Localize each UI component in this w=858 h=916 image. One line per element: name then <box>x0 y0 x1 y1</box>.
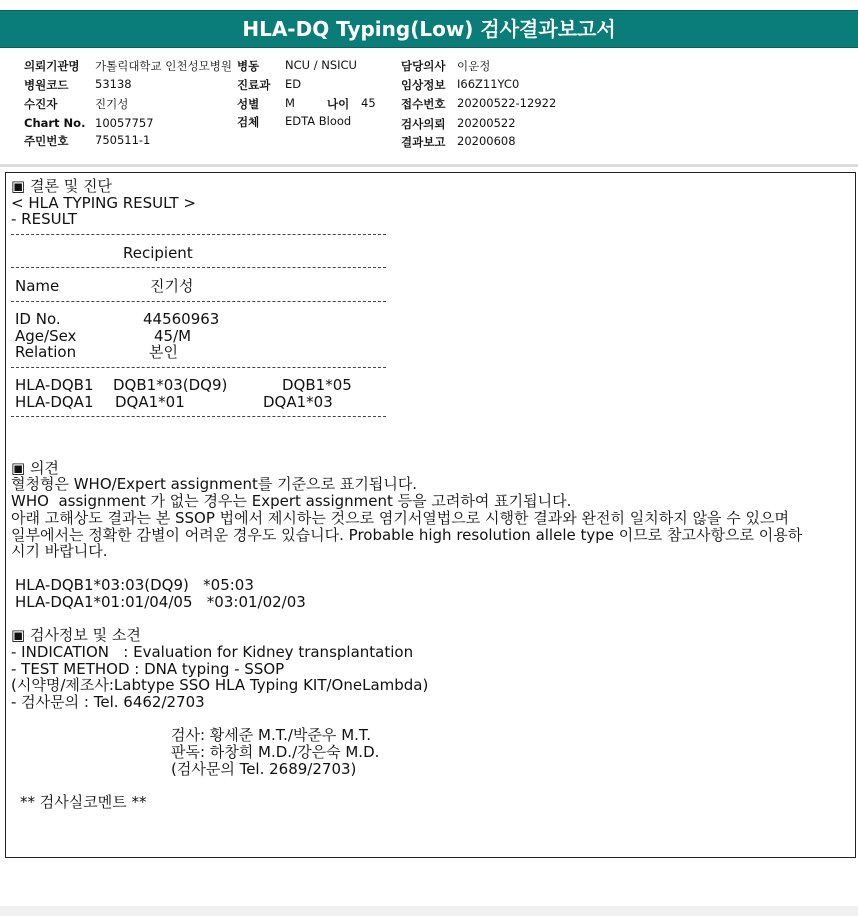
recipient-label: Recipient <box>123 244 193 262</box>
dqb1-allele-1: DQB1*03(DQ9) <box>113 376 228 394</box>
dqb1-label: HLA-DQB1 <box>15 376 94 394</box>
section-test-info-title: ▣ 검사정보 및 소견 <box>11 626 141 644</box>
report-header <box>0 50 858 160</box>
hla-typing-result-title: < HLA TYPING RESULT > <box>11 194 196 212</box>
inquiry-2: (검사문의 Tel. 2689/2703) <box>171 760 357 778</box>
indication: - INDICATION : Evaluation for Kidney transplantation <box>11 643 414 661</box>
age-value: 45 <box>361 96 376 110</box>
hires-dqa1: HLA-DQA1*01:01/04/05 *03:01/02/03 <box>15 593 306 611</box>
sex-value: M <box>285 96 295 110</box>
opinion-line-4: 일부에서는 정확한 감별이 어려운 경우도 있습니다. Probable high resolution allele type 이므로 참고사항으로 이용하 <box>11 526 803 544</box>
ward-value: NCU / NSICU <box>285 58 357 72</box>
clinical-label: 임상정보 <box>401 78 446 92</box>
rrn-label: 주민번호 <box>24 134 69 148</box>
dashed-divider <box>11 367 386 368</box>
result-box <box>5 172 856 858</box>
request-label: 검사의뢰 <box>401 117 446 131</box>
chart-value: 10057757 <box>95 116 154 130</box>
id-value: 44560963 <box>143 310 220 328</box>
hospital-value: 가톨릭대학교 인천성모병원 <box>95 59 232 73</box>
dashed-divider <box>11 267 386 268</box>
report-date-value: 20200608 <box>457 134 516 148</box>
sex-label: 성별 <box>237 97 260 111</box>
dqa1-allele-2: DQA1*03 <box>263 393 333 411</box>
report-date-label: 결과보고 <box>401 135 446 149</box>
opinion-line-2: WHO assignment 가 없는 경우는 Expert assignment 등을 고려하여 표기됩니다. <box>11 492 572 510</box>
receipt-value: 20200522-12922 <box>457 96 557 110</box>
age-label: 나이 <box>327 97 350 111</box>
agesex-label: Age/Sex <box>15 327 77 345</box>
hires-dqb1: HLA-DQB1*03:03(DQ9) *05:03 <box>15 576 254 594</box>
name-label: Name <box>15 277 60 295</box>
bottom-bar <box>0 906 858 916</box>
section-conclusion-title: ▣ 결론 및 진단 <box>11 177 112 195</box>
rrn-value: 750511-1 <box>95 133 151 147</box>
dqb1-allele-2: DQB1*05 <box>282 376 352 394</box>
dashed-divider <box>11 301 386 302</box>
dept-value: ED <box>285 77 302 91</box>
result-label: - RESULT <box>11 210 78 228</box>
dqa1-label: HLA-DQA1 <box>15 393 94 411</box>
ward-label: 병동 <box>237 59 260 73</box>
inquiry: - 검사문의 : Tel. 6462/2703 <box>11 693 205 711</box>
request-value: 20200522 <box>457 116 516 130</box>
agesex-value: 45/M <box>154 327 192 345</box>
dqa1-allele-1: DQA1*01 <box>115 393 185 411</box>
reagent: (시약명/제조사:Labtype SSO HLA Typing KIT/OneLambda) <box>11 676 429 694</box>
dashed-divider <box>11 234 386 235</box>
doctor-value: 이운정 <box>457 59 491 73</box>
dashed-divider <box>11 416 386 417</box>
receipt-label: 접수번호 <box>401 97 446 111</box>
report-title: HLA-DQ Typing(Low) 검사결과보고서 <box>0 10 858 48</box>
doctor-label: 담당의사 <box>401 59 446 73</box>
tester: 검사: 황세준 M.T./박준우 M.T. <box>171 726 372 744</box>
code-label: 병원코드 <box>24 78 69 92</box>
reader: 판독: 하창희 M.D./강은숙 M.D. <box>171 743 380 761</box>
header-separator <box>0 164 858 167</box>
id-label: ID No. <box>15 310 61 328</box>
lab-comment: ** 검사실코멘트 ** <box>20 793 147 811</box>
opinion-line-3: 아래 고해상도 결과는 본 SSOP 법에서 제시하는 것으로 염기서열법으로 시행한 결과와 완전히 일치하지 않을 수 있으며 <box>11 509 789 527</box>
patient-value: 진기성 <box>95 97 129 111</box>
chart-label: Chart No. <box>24 116 86 130</box>
hospital-label: 의뢰기관명 <box>24 59 80 73</box>
name-value: 진기성 <box>150 277 194 295</box>
patient-label: 수진자 <box>24 97 58 111</box>
dept-label: 진료과 <box>237 78 271 92</box>
test-method: - TEST METHOD : DNA typing - SSOP <box>11 660 285 678</box>
relation-label: Relation <box>15 343 77 361</box>
specimen-value: EDTA Blood <box>285 114 352 128</box>
relation-value: 본인 <box>149 343 178 361</box>
section-opinion-title: ▣ 의견 <box>11 459 59 477</box>
specimen-label: 검체 <box>237 115 260 129</box>
clinical-value: I66Z11YC0 <box>457 77 520 91</box>
opinion-line-5: 시기 바랍니다. <box>11 542 108 560</box>
opinion-line-1: 혈청형은 WHO/Expert assignment를 기준으로 표기됩니다. <box>11 475 418 493</box>
code-value: 53138 <box>95 77 132 91</box>
